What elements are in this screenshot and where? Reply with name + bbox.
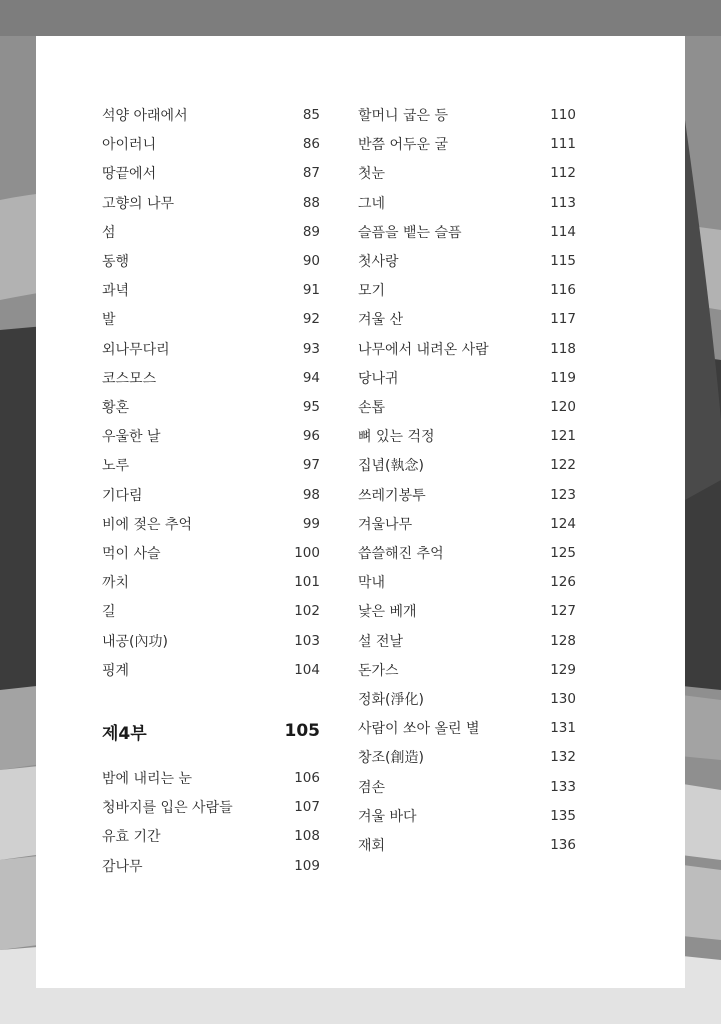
toc-entry <box>358 659 576 681</box>
toc-entry-page: 111 <box>550 136 576 153</box>
toc-entry <box>102 367 320 389</box>
toc-entry-page: 103 <box>294 632 320 649</box>
toc-entry <box>358 192 576 214</box>
toc-entry <box>102 454 320 476</box>
toc-entry-page: 109 <box>294 857 320 874</box>
toc-entry <box>358 133 576 155</box>
toc-entry <box>358 834 576 856</box>
toc-entry-page: 119 <box>550 369 576 386</box>
toc-entry <box>102 767 320 789</box>
toc-entry <box>102 250 320 272</box>
section-title: 제4부 <box>102 723 147 744</box>
toc-entry-page: 116 <box>550 282 576 299</box>
toc-entry-title: 첫사랑 <box>358 254 399 270</box>
toc-entry-title: 내공(內功) <box>102 633 168 650</box>
toc-entry-page: 85 <box>302 107 320 123</box>
toc-entry-title: 겸손 <box>358 779 386 796</box>
toc-entry-title: 기다림 <box>102 487 143 504</box>
toc-entry-title: 손톱 <box>358 400 386 416</box>
toc-entry-page: 129 <box>550 661 576 678</box>
toc-entry-title: 황혼 <box>102 400 130 416</box>
toc-entry-title: 겨울나무 <box>358 516 413 533</box>
toc-entry-title: 돈가스 <box>358 662 399 679</box>
toc-entry-page: 106 <box>294 770 320 786</box>
toc-entry-page: 86 <box>302 136 320 153</box>
toc-entry-page: 127 <box>550 603 576 620</box>
toc-entry-title: 겨울 산 <box>358 312 404 329</box>
toc-entry-title: 할머니 굽은 등 <box>358 108 449 124</box>
toc-entry-title: 길 <box>102 604 116 621</box>
toc-entry-page: 88 <box>302 194 320 211</box>
toc-entry-title: 씁쓸해진 추억 <box>358 546 444 562</box>
toc-entry <box>358 746 576 768</box>
toc-entry-title: 반쯤 어두운 굴 <box>358 137 449 154</box>
toc-entry-page: 114 <box>550 223 576 240</box>
toc-entry-title: 노루 <box>102 458 130 475</box>
toc-entry-title: 당나귀 <box>358 370 399 387</box>
toc-entry-title: 설 전날 <box>358 633 404 650</box>
toc-entry-page: 121 <box>550 428 576 445</box>
toc-entry-page: 112 <box>550 165 576 182</box>
toc-entry-title: 재회 <box>358 838 386 854</box>
toc-entry-page: 107 <box>294 799 320 816</box>
toc-entry <box>358 776 576 798</box>
toc-entry-title: 나무에서 내려온 사람 <box>358 341 489 358</box>
toc-entry-page: 131 <box>550 720 576 737</box>
toc-entry-title: 첫눈 <box>358 166 386 183</box>
toc-entry-title: 핑계 <box>102 662 130 679</box>
toc-entry-title: 외나무다리 <box>102 341 170 358</box>
toc-entry <box>358 221 576 243</box>
toc-entry-title: 낯은 베개 <box>358 604 417 621</box>
toc-entry <box>102 192 320 214</box>
toc-entry <box>358 367 576 389</box>
toc-entry <box>358 425 576 447</box>
toc-entry-page: 128 <box>550 632 576 649</box>
toc-entry <box>102 425 320 447</box>
toc-entry-title: 먹이 사슬 <box>102 546 161 562</box>
toc-entry <box>358 688 576 710</box>
toc-entry-page: 102 <box>294 603 320 620</box>
toc-entry-title: 코스모스 <box>102 370 157 387</box>
toc-entry-page: 108 <box>294 828 320 845</box>
toc-entry <box>102 659 320 681</box>
toc-entry-page: 125 <box>550 545 576 561</box>
toc-entry-page: 101 <box>294 574 320 591</box>
toc-entry <box>358 717 576 739</box>
toc-entry-title: 아이러니 <box>102 137 157 154</box>
toc-entry-title: 정화(淨化) <box>358 692 424 708</box>
toc-entry <box>358 805 576 827</box>
toc-entry-title: 석양 아래에서 <box>102 108 188 124</box>
toc-entry-page: 117 <box>550 311 576 328</box>
toc-entry-page: 98 <box>302 486 320 503</box>
toc-entry-title: 섬 <box>102 224 116 241</box>
toc-entry-page: 97 <box>302 457 320 474</box>
toc-entry-page: 94 <box>302 369 320 386</box>
toc-entry <box>102 104 320 126</box>
toc-entry <box>358 542 576 564</box>
toc-entry-page: 104 <box>294 661 320 678</box>
toc-entry-page: 95 <box>302 399 320 415</box>
toc-entry-title: 우울한 날 <box>102 429 161 446</box>
toc-entry-page: 135 <box>550 807 576 824</box>
toc-entry <box>358 396 576 418</box>
toc-entry <box>102 221 320 243</box>
toc-entry <box>102 571 320 593</box>
toc-entry <box>102 162 320 184</box>
toc-page <box>36 36 685 988</box>
toc-entry-page: 136 <box>550 837 576 853</box>
toc-entry <box>358 513 576 535</box>
toc-entry-title: 동행 <box>102 254 130 270</box>
toc-entry-title: 창조(創造) <box>358 750 424 767</box>
toc-entry-page: 115 <box>550 253 576 269</box>
toc-entry <box>102 513 320 535</box>
toc-entry-page: 122 <box>550 457 576 474</box>
toc-entry <box>102 279 320 301</box>
toc-entry <box>102 542 320 564</box>
toc-entry <box>358 630 576 652</box>
toc-entry-title: 밤에 내리는 눈 <box>102 771 193 787</box>
toc-entry-page: 124 <box>550 515 576 532</box>
toc-entry-page: 93 <box>302 340 320 357</box>
toc-entry-title: 그네 <box>358 195 386 212</box>
toc-entry <box>102 396 320 418</box>
toc-entry <box>358 454 576 476</box>
toc-entry-page: 132 <box>550 749 576 766</box>
toc-entry-page: 113 <box>550 194 576 211</box>
toc-entry-page: 99 <box>302 515 320 532</box>
toc-entry-page: 87 <box>302 165 320 182</box>
toc-entry <box>102 308 320 330</box>
toc-entry-page: 91 <box>302 282 320 299</box>
toc-entry <box>102 600 320 622</box>
toc-entry <box>358 338 576 360</box>
toc-entry-page: 110 <box>550 107 576 123</box>
toc-entry-title: 유효 기간 <box>102 829 161 846</box>
toc-entry-title: 과녁 <box>102 283 130 300</box>
toc-entry <box>102 825 320 847</box>
toc-entry-page: 100 <box>294 545 320 561</box>
toc-entry-title: 까치 <box>102 575 130 592</box>
toc-entry <box>102 630 320 652</box>
toc-entry-title: 뼈 있는 걱정 <box>358 429 435 446</box>
toc-entry-title: 감나무 <box>102 858 143 875</box>
toc-entry <box>358 250 576 272</box>
toc-entry-page: 123 <box>550 486 576 503</box>
toc-entry <box>358 104 576 126</box>
toc-entry <box>358 484 576 506</box>
toc-entry-page: 130 <box>550 691 576 707</box>
toc-entry-title: 땅끝에서 <box>102 166 157 183</box>
toc-entry-page: 133 <box>550 778 576 795</box>
toc-entry <box>102 484 320 506</box>
toc-entry-title: 집념(執念) <box>358 458 424 475</box>
toc-entry-page: 89 <box>302 223 320 240</box>
toc-entry-page: 126 <box>550 574 576 591</box>
toc-entry-page: 92 <box>302 311 320 328</box>
toc-entry <box>102 133 320 155</box>
toc-entry <box>102 855 320 877</box>
toc-entry <box>358 308 576 330</box>
toc-entry-title: 막내 <box>358 575 386 592</box>
toc-entry-title: 사람이 쏘아 올린 별 <box>358 721 480 738</box>
toc-entry-title: 발 <box>102 312 116 329</box>
toc-entry <box>358 571 576 593</box>
toc-entry-title: 슬픔을 뱉는 슬픔 <box>358 224 462 241</box>
toc-entry <box>102 338 320 360</box>
toc-entry-page: 96 <box>302 428 320 445</box>
toc-entry-page: 90 <box>302 253 320 269</box>
toc-entry <box>358 600 576 622</box>
toc-entry-title: 비에 젖은 추억 <box>102 516 193 533</box>
toc-entry-title: 모기 <box>358 283 386 300</box>
toc-entry <box>358 162 576 184</box>
toc-entry-title: 청바지를 입은 사람들 <box>102 800 233 817</box>
section-heading <box>102 718 320 744</box>
toc-entry-page: 118 <box>550 340 576 357</box>
toc-entry-title: 겨울 바다 <box>358 808 417 825</box>
toc-entry-title: 고향의 나무 <box>102 195 175 212</box>
toc-entry-page: 120 <box>550 399 576 415</box>
toc-entry-title: 쓰레기봉투 <box>358 487 426 504</box>
toc-entry <box>102 796 320 818</box>
section-page: 105 <box>284 721 320 741</box>
toc-entry <box>358 279 576 301</box>
